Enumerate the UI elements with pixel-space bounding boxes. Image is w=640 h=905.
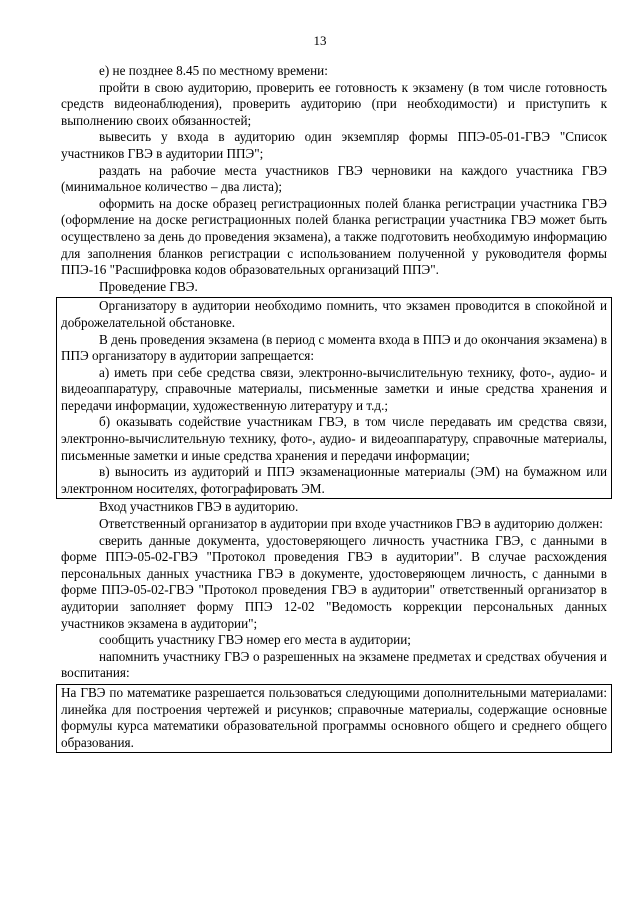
page-number: 13 <box>313 33 327 48</box>
list-item: б) оказывать содействие участникам ГВЭ, в том числе передавать им средства связи, электронно-вычислительную технику, фото-, аудио- и видеоаппаратуру, справочные материалы, письменные заметки и иные средства хранения и передачи информации; <box>61 414 607 463</box>
paragraph: Организатору в аудитории необходимо помнить, что экзамен проводится в спокойной и доброжелательной обстановке. <box>61 298 607 330</box>
paragraph: оформить на доске образец регистрационных полей бланка регистрации участника ГВЭ (оформление на доске регистрационных полей бланка регистрации участника ГВЭ может быть осуществлено за день до проведения экзамена), а также подготовить необходимую информацию для заполнения бланков регистрации с использованием полученной у руководителя формы ППЭ-16 "Расшифровка кодов образовательных организаций ППЭ". <box>61 195 607 278</box>
paragraph: На ГВЭ по математике разрешается пользоваться следующими дополнительными материалами: линейка для построения чертежей и рисунков; справочные материалы, содержащие основные формулы курса математики образовательной программы основного общего и среднего общего образования. <box>61 684 607 750</box>
notice-box <box>56 297 612 499</box>
entry-section <box>61 499 607 682</box>
paragraph: сообщить участнику ГВЭ номер его места в аудитории; <box>99 632 411 648</box>
document-body <box>61 63 607 753</box>
paragraph: вывесить у входа в аудиторию один экземпляр формы ППЭ-05-01-ГВЭ "Список участников ГВЭ в аудитории ППЭ"; <box>61 129 607 161</box>
list-item: а) иметь при себе средства связи, электронно-вычислительную технику, фото-, аудио- и видеоаппаратуру, справочные материалы, письменные заметки и иные средства хранения и передачи информации, художественную литературу и т.д.; <box>61 364 607 413</box>
preparation-section <box>61 63 607 295</box>
list-item: в) выносить из аудиторий и ППЭ экзаменационные материалы (ЭМ) на бумажном или электронном носителях, фотографировать ЭМ. <box>61 464 607 496</box>
paragraph: В день проведения экзамена (в период с момента входа в ППЭ и до окончания экзамена) в ППЭ организатору в аудитории запрещается: <box>61 331 607 364</box>
paragraph: раздать на рабочие места участников ГВЭ черновики на каждого участника ГВЭ (минимальное количество – два листа); <box>61 162 607 195</box>
section-heading: Вход участников ГВЭ в аудиторию. <box>99 499 299 515</box>
paragraph: сверить данные документа, удостоверяющего личность участника ГВЭ, с данными в форме ППЭ-05-02-ГВЭ "Протокол проведения ГВЭ в аудитории". В случае расхождения персональных данных участника ГВЭ в документе, удостоверяющем личность, с данными в форме ППЭ-05-02-ГВЭ "Протокол проведения ГВЭ в аудитории" ответственный организатор в аудитории заполняет форму ППЭ 12-02 "Ведомость коррекции персональных данных участников экзамена в аудитории"; <box>61 532 607 631</box>
math-notice-box <box>56 684 612 753</box>
paragraph: е) не позднее 8.45 по местному времени: <box>99 63 328 78</box>
paragraph: напомнить участнику ГВЭ о разрешенных на экзамене предметах и средствах обучения и воспитания: <box>61 648 607 681</box>
paragraph: Ответственный организатор в аудитории при входе участников ГВЭ в аудиторию должен: <box>99 516 603 532</box>
paragraph: пройти в свою аудиторию, проверить ее готовность к экзамену (в том числе готовность средств видеонаблюдения), проверить аудиторию (при необходимости) и приступить к выполнению своих обязанностей; <box>61 79 607 128</box>
section-heading: Проведение ГВЭ. <box>99 278 198 294</box>
